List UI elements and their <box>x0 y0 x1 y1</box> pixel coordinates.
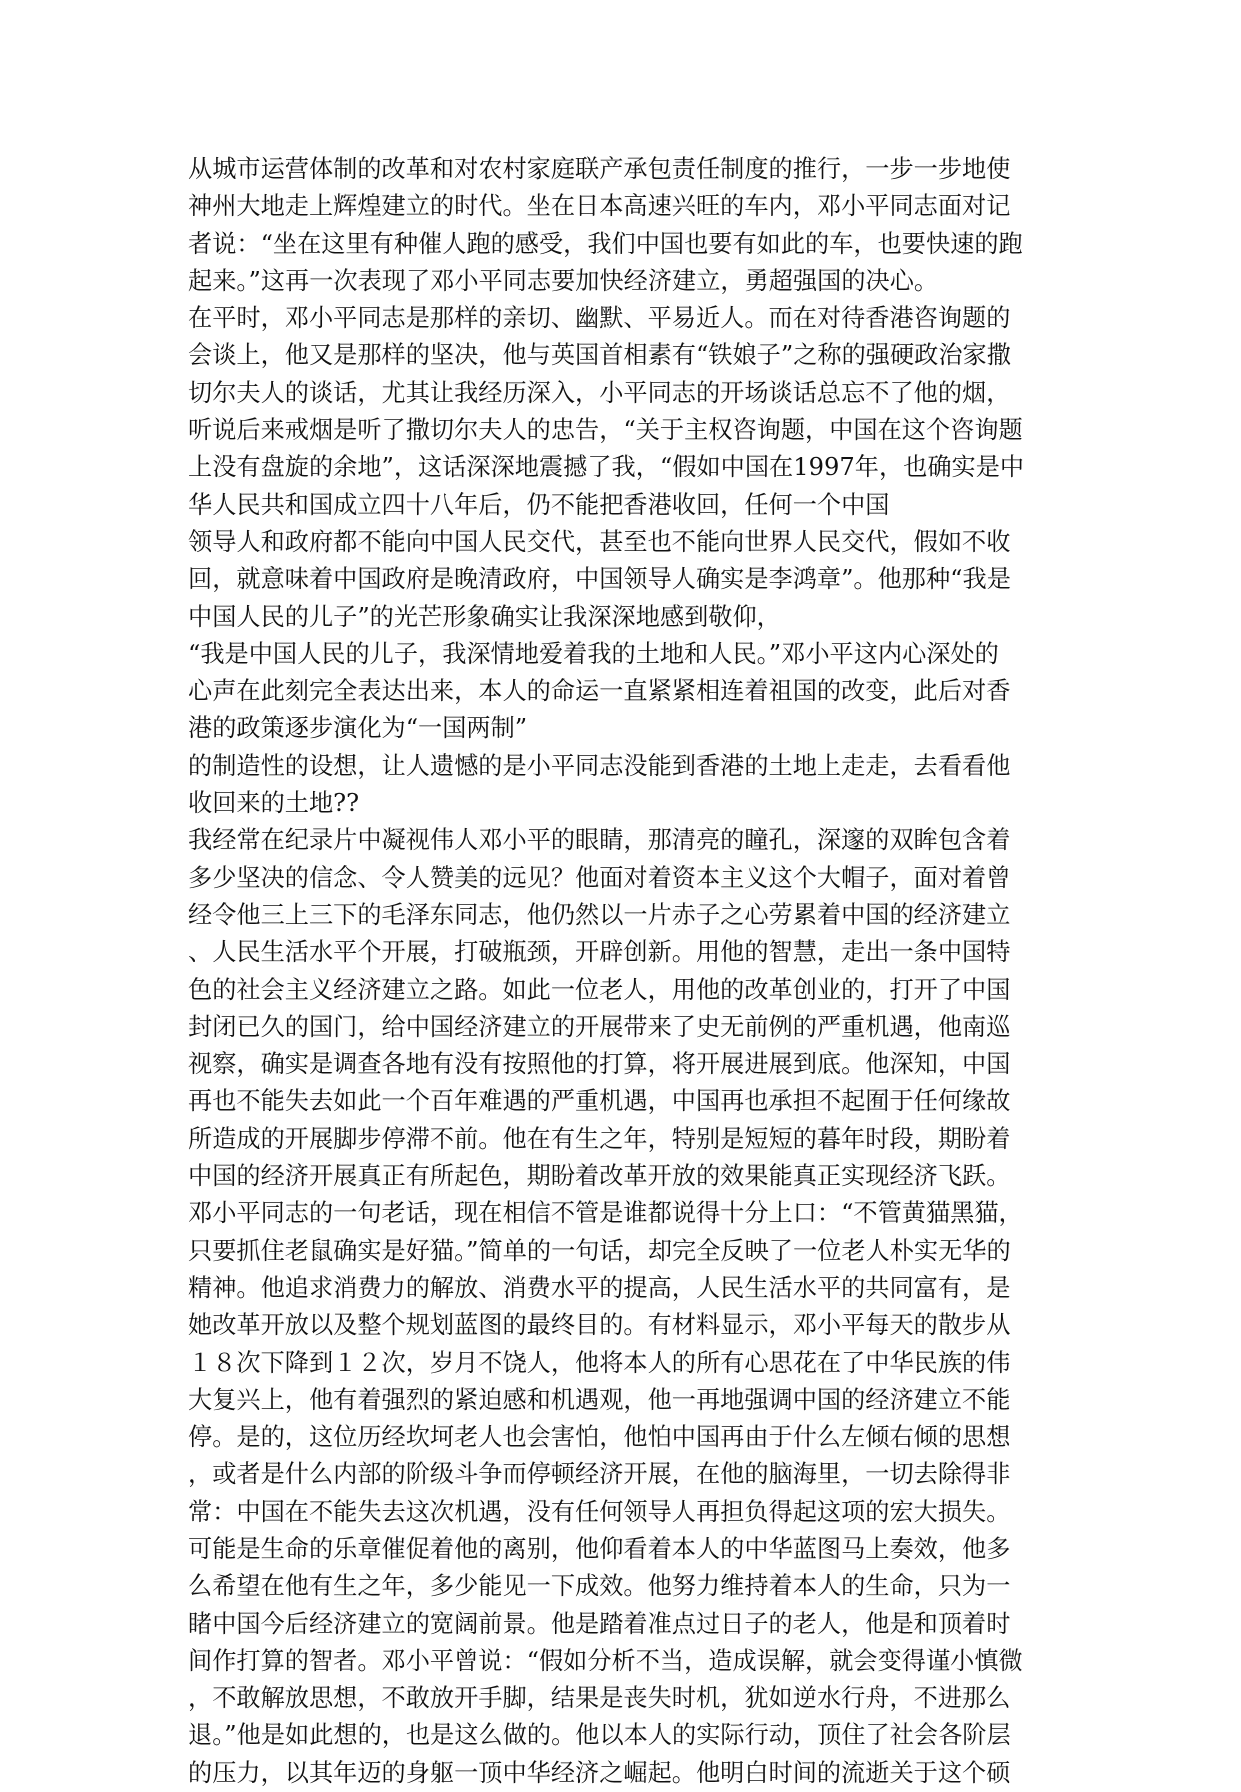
body-text <box>188 151 1068 1792</box>
text-line: 多少坚决的信念、令人赞美的远见？他面对着资本主义这个大帽子，面对着曾 <box>188 863 1011 892</box>
text-line: 中国的经济开展真正有所起色，期盼着改革开放的效果能真正实现经济飞跃。 <box>188 1162 1011 1191</box>
text-line: 在平时，邓小平同志是那样的亲切、幽默、平易近人。而在对待香港咨询题的 <box>188 304 1011 333</box>
text-line: 回，就意味着中国政府是晚清政府，中国领导人确实是李鸿章”。他那种“我是 <box>188 565 1011 594</box>
text-line: ，或者是什么内部的阶级斗争而停顿经济开展，在他的脑海里，一切去除得非 <box>188 1460 1011 1489</box>
text-line: 所造成的开展脚步停滞不前。他在有生之年，特别是短短的暮年时段，期盼着 <box>188 1124 1011 1153</box>
text-line: 起来。”这再一次表现了邓小平同志要加快经济建立，勇超强国的决心。 <box>188 266 939 295</box>
text-line: 上没有盘旋的余地”，这话深深地震撼了我，“假如中国在1997年，也确实是中 <box>188 453 1025 482</box>
text-line: 的制造性的设想，让人遗憾的是小平同志没能到香港的土地上走走，去看看他 <box>188 751 1011 780</box>
text-line: 可能是生命的乐章催促着他的离别，他仰看着本人的中华蓝图马上奏效，他多 <box>188 1534 1011 1563</box>
text-line: 神州大地走上辉煌建立的时代。坐在日本高速兴旺的车内，邓小平同志面对记 <box>188 192 1011 221</box>
text-line: 者说：“坐在这里有种催人跑的感受，我们中国也要有如此的车，也要快速的跑 <box>188 229 1023 258</box>
text-line: 、人民生活水平个开展，打破瓶颈，开辟创新。用他的智慧，走出一条中国特 <box>188 938 1011 967</box>
text-line: 经令他三上三下的毛泽东同志，他仍然以一片赤子之心劳累着中国的经济建立 <box>188 900 1011 929</box>
text-line: 会谈上，他又是那样的坚决，他与英国首相素有“铁娘子”之称的强硬政治家撒 <box>188 341 1011 370</box>
text-line: 再也不能失去如此一个百年难遇的严重机遇，中国再也承担不起囿于任何缘故 <box>188 1087 1011 1116</box>
text-line: 视察，确实是调查各地有没有按照他的打算，将开展进展到底。他深知，中国 <box>188 1050 1011 1079</box>
text-line: “我是中国人民的儿子，我深情地爱着我的土地和人民。”邓小平这内心深处的 <box>188 639 999 668</box>
text-line: 么希望在他有生之年，多少能见一下成效。他努力维持着本人的生命，只为一 <box>188 1572 1011 1601</box>
text-line: 停。是的，这位历经坎坷老人也会害怕，他怕中国再由于什么左倾右倾的思想 <box>188 1423 1011 1452</box>
text-line: 从城市运营体制的改革和对农村家庭联产承包责任制度的推行，一步一步地使 <box>188 155 1011 183</box>
text-line: 邓小平同志的一句老话，现在相信不管是谁都说得十分上口：“不管黄猫黑猫， <box>188 1199 1023 1228</box>
text-line: 大复兴上，他有着强烈的紧迫感和机遇观，他一再地强调中国的经济建立不能 <box>188 1385 1011 1414</box>
text-line: 间作打算的智者。邓小平曾说：“假如分析不当，造成误解，就会变得谨小慎微 <box>188 1646 1023 1675</box>
text-line: 色的社会主义经济建立之路。如此一位老人，用他的改革创业的，打开了中国 <box>188 975 1011 1004</box>
text-line: 的压力，以其年迈的身躯一顶中华经济之崛起。他明白时间的流逝关于这个硕 <box>188 1758 1011 1787</box>
text-line: 港的政策逐步演化为“一国两制” <box>188 714 528 743</box>
text-line: 只要抓住老鼠确实是好猫。”简单的一句话，却完全反映了一位老人朴实无华的 <box>188 1236 1011 1265</box>
text-line: 心声在此刻完全表达出来，本人的命运一直紧紧相连着祖国的改变，此后对香 <box>188 677 1011 706</box>
text-line: 中国人民的儿子”的光芒形象确实让我深深地感到敬仰， <box>188 602 781 631</box>
text-line: １８次下降到１２次，岁月不饶人，他将本人的所有心思花在了中华民族的伟 <box>188 1348 1011 1377</box>
text-line: 华人民共和国成立四十八年后，仍不能把香港收回，任何一个中国 <box>188 490 890 519</box>
text-line: 我经常在纪录片中凝视伟人邓小平的眼睛，那清亮的瞳孔，深邃的双眸包含着 <box>188 826 1011 855</box>
text-line: 收回来的土地?? <box>188 789 360 818</box>
text-line: 封闭已久的国门，给中国经济建立的开展带来了史无前例的严重机遇，他南巡 <box>188 1012 1011 1041</box>
text-line: 领导人和政府都不能向中国人民交代，甚至也不能向世界人民交代，假如不收 <box>188 527 1011 556</box>
text-line: 她改革开放以及整个规划蓝图的最终目的。有材料显示，邓小平每天的散步从 <box>188 1311 1011 1340</box>
text-line: 常：中国在不能失去这次机遇，没有任何领导人再担负得起这项的宏大损失。 <box>188 1497 1011 1526</box>
text-line: ，不敢解放思想，不敢放开手脚，结果是丧失时机，犹如逆水行舟，不进那么 <box>188 1684 1011 1713</box>
text-line: 切尔夫人的谈话，尤其让我经历深入，小平同志的开场谈话总忘不了他的烟， <box>188 378 1011 407</box>
text-line: 听说后来戒烟是听了撒切尔夫人的忠告，“关于主权咨询题，中国在这个咨询题 <box>188 416 1023 445</box>
text-line: 睹中国今后经济建立的宽阔前景。他是踏着准点过日子的老人，他是和顶着时 <box>188 1609 1011 1638</box>
text-line: 精神。他追求消费力的解放、消费水平的提高，人民生活水平的共同富有，是 <box>188 1273 1011 1302</box>
text-line: 退。”他是如此想的，也是这么做的。他以本人的实际行动，顶住了社会各阶层 <box>188 1721 1011 1750</box>
